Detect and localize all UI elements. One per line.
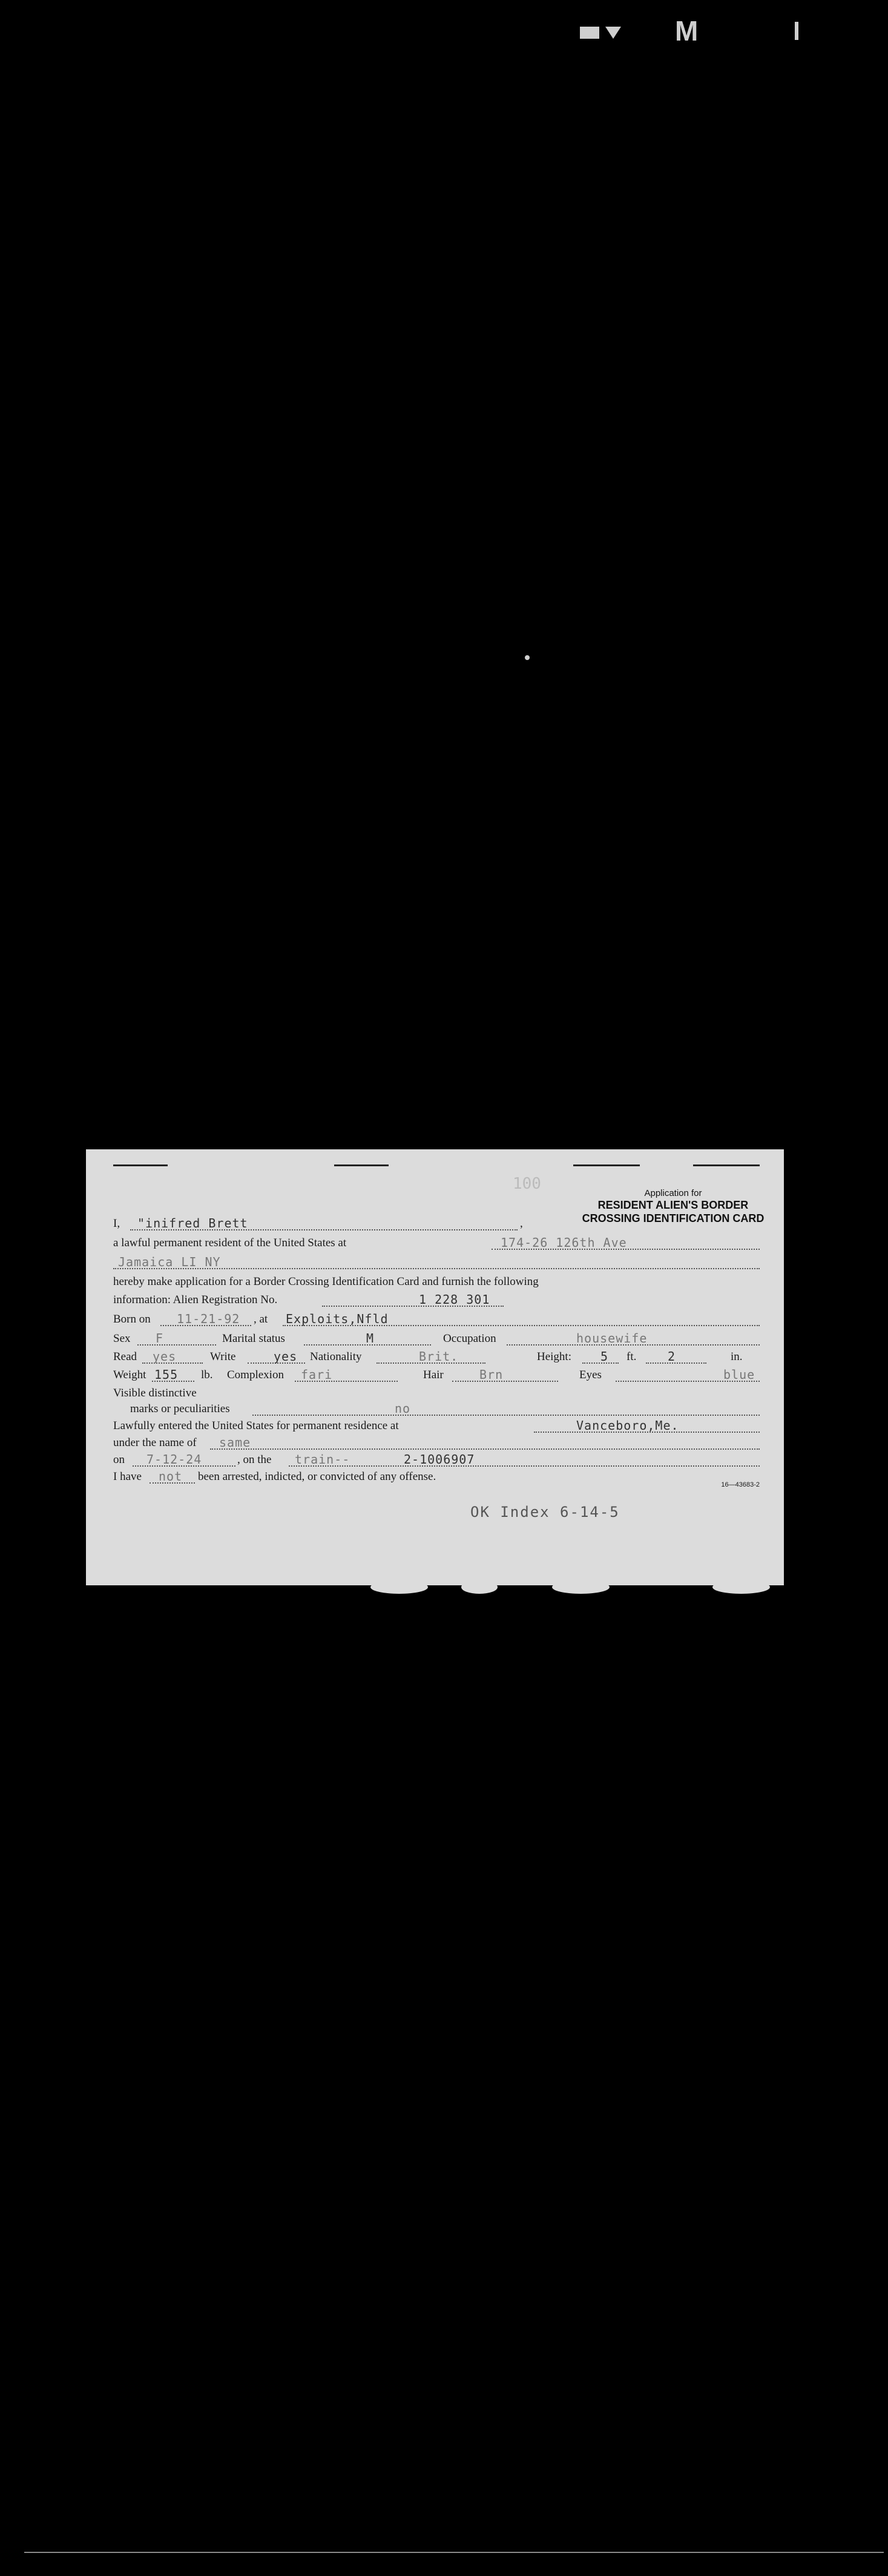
complexion: fari: [301, 1367, 333, 1382]
label-at: , at: [254, 1313, 268, 1326]
height-feet: 5: [600, 1349, 609, 1364]
fill-entry-name: [210, 1435, 760, 1450]
conveyance: train--: [295, 1452, 350, 1467]
film-mark-triangle: [605, 27, 621, 39]
write: yes: [274, 1349, 298, 1364]
occupation: housewife: [576, 1331, 648, 1346]
line-registration: [113, 1292, 760, 1310]
film-mark-letter: M: [675, 15, 699, 47]
top-rule: [573, 1164, 640, 1166]
application-card: [86, 1149, 784, 1585]
file-number: 2-1006907: [404, 1452, 475, 1467]
top-rule: [113, 1164, 168, 1166]
heading-line-1: Application for: [644, 1188, 702, 1198]
film-mark-square: [580, 27, 599, 39]
city: Jamaica LI NY: [118, 1255, 221, 1269]
line-birth: [113, 1312, 760, 1330]
stamp-number: 100: [513, 1175, 541, 1193]
heading-line-3: CROSSING IDENTIFICATION CARD: [582, 1212, 765, 1225]
label-sex: Sex: [113, 1332, 131, 1345]
fill-sex: [137, 1331, 216, 1346]
read: yes: [153, 1349, 177, 1364]
street-address: 174-26 126th Ave: [501, 1235, 627, 1250]
distinctive-marks: no: [395, 1401, 411, 1416]
label-residence: a lawful permanent resident of the United States at: [113, 1237, 347, 1249]
fill-marks: [252, 1401, 760, 1416]
label-visible: Visible distinctive: [113, 1387, 197, 1399]
hair: Brn: [479, 1367, 504, 1382]
label-hereby: hereby make application for a Border Crossing Identification Card and furnish the following: [113, 1275, 539, 1288]
label-ft: ft.: [627, 1350, 637, 1363]
label-in: in.: [731, 1350, 743, 1363]
line-literacy: [113, 1349, 760, 1367]
label-under-name: under the name of: [113, 1436, 197, 1449]
label-write: Write: [210, 1350, 236, 1363]
applicant-name: "inifred Brett: [137, 1216, 248, 1230]
torn-edge: [712, 1580, 770, 1594]
label-height: Height:: [537, 1350, 571, 1363]
top-rule: [693, 1164, 760, 1166]
entry-name: same: [219, 1435, 251, 1450]
line-city: [113, 1255, 760, 1273]
label-nationality: Nationality: [310, 1350, 362, 1363]
sex: F: [156, 1331, 164, 1346]
line-marks: [113, 1401, 760, 1419]
fill-hair: [452, 1367, 558, 1382]
label-read: Read: [113, 1350, 137, 1363]
label-i-have: I have: [113, 1470, 142, 1483]
port-of-entry: Vanceboro,Me.: [576, 1418, 679, 1433]
alien-registration-number: 1 228 301: [419, 1292, 490, 1307]
label-lb: lb.: [201, 1369, 213, 1381]
label-on: on: [113, 1453, 125, 1466]
torn-edge: [461, 1580, 498, 1594]
ok-index-stamp: OK Index 6-14-5: [470, 1504, 620, 1521]
arrest-answer: not: [159, 1469, 183, 1484]
birthplace: Exploits,Nfld: [286, 1312, 389, 1326]
marital-status: M: [366, 1331, 375, 1346]
film-speck: [525, 655, 530, 660]
line-entry: [113, 1418, 760, 1436]
line-residence: [113, 1235, 760, 1253]
card-content: [113, 1149, 765, 1585]
top-rule: [334, 1164, 389, 1166]
line-weight: [113, 1367, 760, 1385]
line-entry-name: [113, 1435, 760, 1453]
label-weight: Weight: [113, 1369, 146, 1381]
label-registration: information: Alien Registration No.: [113, 1293, 278, 1306]
label-occupation: Occupation: [443, 1332, 496, 1345]
fill-conveyance: [289, 1452, 760, 1467]
label-eyes: Eyes: [579, 1369, 602, 1381]
label-complexion: Complexion: [227, 1369, 284, 1381]
label-marks: marks or peculiarities: [130, 1402, 230, 1415]
torn-edge: [552, 1580, 610, 1594]
form-code: 16—43683-2: [721, 1481, 760, 1488]
height-inches: 2: [668, 1349, 676, 1364]
heading-line-2: RESIDENT ALIEN'S BORDER: [597, 1199, 749, 1212]
line-arrest: [113, 1469, 760, 1487]
label-i: I,: [113, 1217, 120, 1230]
label-entry: Lawfully entered the United States for permanent residence at: [113, 1419, 399, 1432]
weight: 155: [154, 1367, 179, 1382]
film-mark-bar: [795, 22, 798, 40]
film-baseline: [24, 2552, 884, 2553]
label-marital: Marital status: [222, 1332, 285, 1345]
label-hair: Hair: [423, 1369, 444, 1381]
line-sex: [113, 1331, 760, 1349]
line-name: I, "inifred Brett ,: [113, 1216, 523, 1230]
eyes: blue: [723, 1367, 755, 1382]
label-on-the: , on the: [237, 1453, 272, 1466]
torn-edge: [370, 1580, 428, 1594]
nationality: Brit.: [419, 1349, 459, 1364]
label-born-on: Born on: [113, 1313, 151, 1326]
line-hereby: [113, 1274, 760, 1292]
line-entry-date: [113, 1452, 760, 1470]
entry-date: 7-12-24: [146, 1452, 202, 1467]
birth-date: 11-21-92: [177, 1312, 240, 1326]
label-arrest: been arrested, indicted, or convicted of any offense.: [198, 1470, 436, 1483]
fill-inches: [646, 1349, 706, 1364]
